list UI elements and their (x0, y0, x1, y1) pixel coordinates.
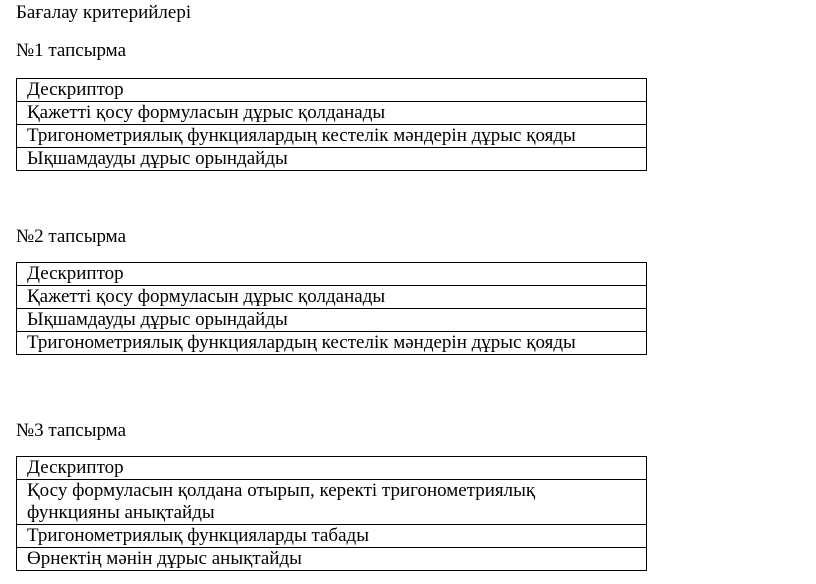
table-row (17, 102, 647, 125)
task-1-descriptor-table (16, 78, 647, 171)
task-3-heading: №3 тапсырма (16, 420, 127, 441)
table-row (17, 480, 647, 525)
document-title: Бағалау критерийлері (16, 2, 192, 23)
table-row (17, 125, 647, 148)
descriptor-cell: Тригонометриялық функциялардың кестелік мәндерін дұрыс қояды (17, 125, 647, 148)
descriptor-cell: Ықшамдауды дұрыс орындайды (17, 148, 647, 171)
table-header-row (17, 457, 647, 480)
task-2-heading: №2 тапсырма (16, 226, 127, 247)
descriptor-cell: Ықшамдауды дұрыс орындайды (17, 309, 647, 332)
descriptor-cell: Қосу формуласын қолдана отырып, керекті тригонометриялық функцияны анықтайды (17, 480, 647, 525)
table-row (17, 525, 647, 548)
descriptor-header-cell: Дескриптор (17, 263, 647, 286)
descriptor-header-cell: Дескриптор (17, 79, 647, 102)
table-row (17, 148, 647, 171)
task-1-heading: №1 тапсырма (16, 40, 127, 61)
table-row (17, 309, 647, 332)
task-2-descriptor-table (16, 262, 647, 355)
table-header-row (17, 263, 647, 286)
table-header-row (17, 79, 647, 102)
descriptor-cell: Қажетті қосу формуласын дұрыс қолданады (17, 286, 647, 309)
table-row (17, 548, 647, 571)
task-3-descriptor-table (16, 456, 647, 571)
descriptor-cell: Тригонометриялық функциялардың кестелік мәндерін дұрыс қояды (17, 332, 647, 355)
descriptor-header-cell: Дескриптор (17, 457, 647, 480)
descriptor-cell: Қажетті қосу формуласын дұрыс қолданады (17, 102, 647, 125)
table-row (17, 286, 647, 309)
descriptor-cell: Өрнектің мәнін дұрыс анықтайды (17, 548, 647, 571)
table-row (17, 332, 647, 355)
descriptor-cell: Тригонометриялық функцияларды табады (17, 525, 647, 548)
